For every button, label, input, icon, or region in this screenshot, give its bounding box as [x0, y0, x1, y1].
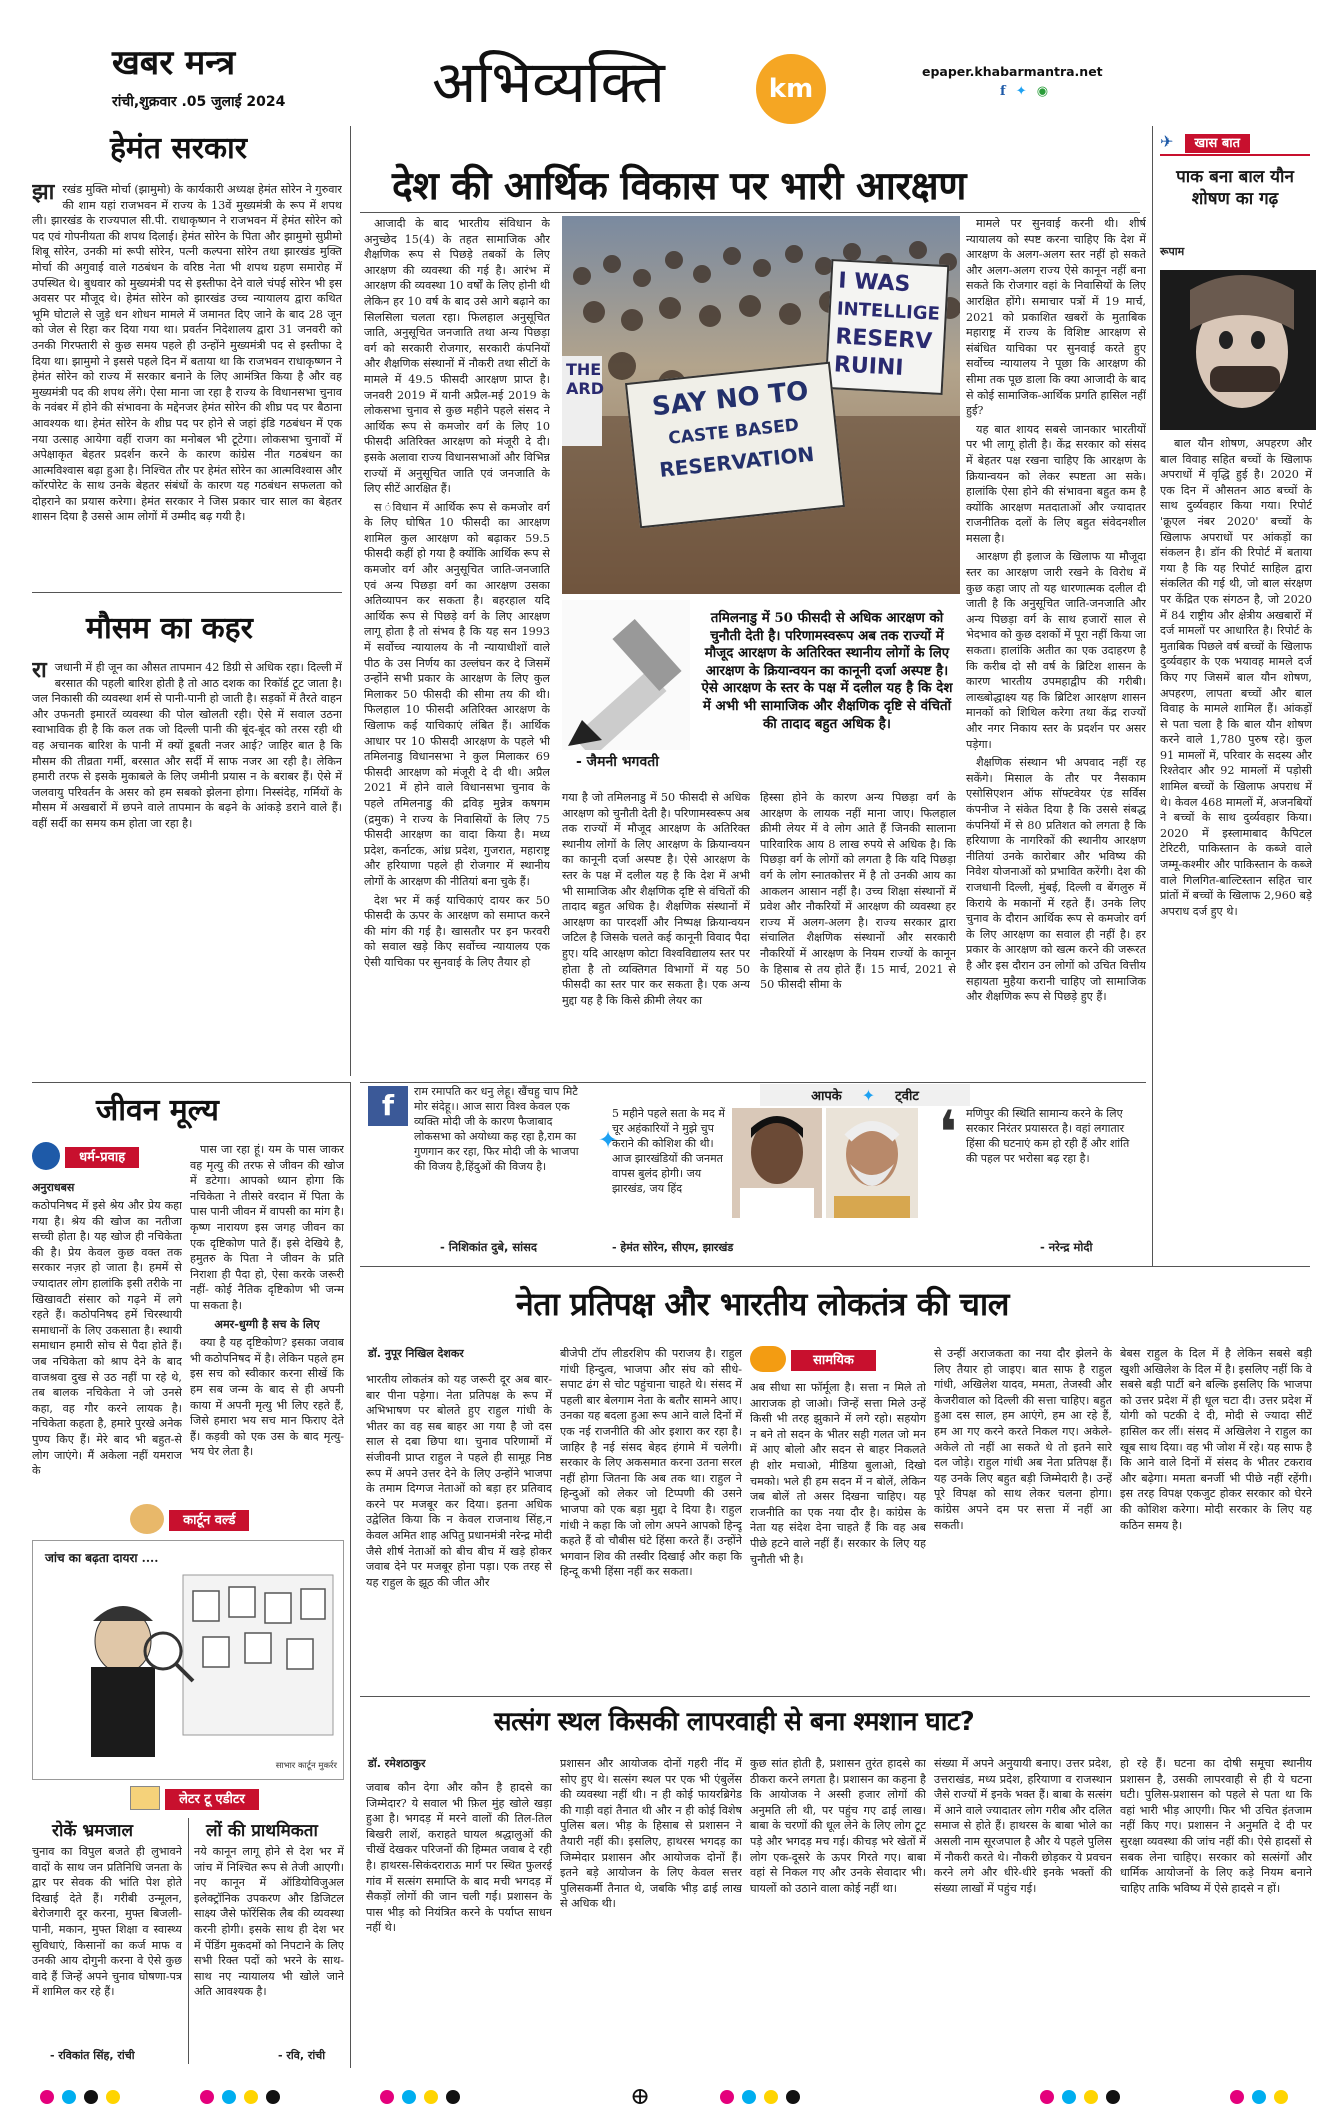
dateline: रांची,शुक्रवार .05 जुलाई 2024 — [112, 94, 286, 110]
letter-2-author: - रवि, रांची — [278, 2049, 326, 2062]
pullquote: तमिलनाडु में 50 फीसदी से अधिक आरक्षण को चुनौती देती है। परिणामस्वरूप अब तक राज्यों में मौजूद आरक्षण के अतिरिक्त स्थानीय लोगों के लिए आरक्षण के क्रियान्वयन का कानूनी दर्जा अस्पष्ट है। ऐसे आरक्षण के स्तर के पक्ष में दलील यह है कि देश में अभी भी सामाजिक और शैक्षणिक दृष्टि से वंचितों की तादाद बहुत अधिक है। — [701, 610, 953, 732]
cartoon-credit: साभार कार्टून मुकर्रर — [275, 1761, 337, 1771]
divider — [350, 1082, 351, 2068]
protest-photo — [562, 216, 960, 594]
registration-dot — [1252, 2090, 1266, 2104]
satsang-col1: जवाब कौन देगा और कौन है हादसे का जिम्मेदार? ये सवाल भी फ़िल मुंह खोले खड़ा हुआ है। भगदड़ में मरने वालों की तिल-तिल बिखरी लाशें, कराहते घायल श्रद्धालुओं की चीखें देखकर परिजनों की हिम्मत जवाब दे रही है। हाथरस-सिकंदराराऊ मार्ग पर स्थित फुलरई गांव में सत्संग समाप्ति के बाद मची भगदड़ में सैकड़ों लोगों की जान चली गई। प्रशासन के पास भीड़ को नियंत्रित करने के पर्याप्त साधन नहीं थे। — [366, 1781, 552, 1935]
divider — [360, 1266, 1310, 1267]
satsang-byline: डॉ. रमेशठाकुर — [368, 1757, 426, 1770]
jeevan-mulya-title: जीवन मूल्य — [96, 1093, 219, 1128]
cartoon-drawing — [33, 1541, 344, 1780]
registration-dot — [1062, 2090, 1076, 2104]
cartoon-caption: जांच का बढ़ता दायरा .... — [45, 1551, 159, 1565]
neta-headline: नेता प्रतिपक्ष और भारतीय लोकतंत्र की चाल — [516, 1285, 1009, 1323]
cartoon-icon — [130, 1504, 164, 1534]
editorial-1-title: हेमंत सरकार — [110, 131, 248, 166]
registration-dot — [1274, 2090, 1288, 2104]
facebook-icon[interactable]: f — [1000, 84, 1006, 99]
main-article-col1: आजादी के बाद भारतीय संविधान के अनुच्छेद 15(4) के तहत सामाजिक और शैक्षणिक रूप से पिछड़े तबकों के लिए आरक्षण की व्यवस्था की गई है। आरंभ में आरक्षण की व्यवस्था 10 वर्षों के लिए होनी थी लेकिन हर 10 वर्ष के बाद उसे आगे बढ़ाने का सिलसिला चलता रहा। फिलहाल अनुसूचित जाति, अनुसूचित जनजाति तथा अन्य पिछड़ा वर्ग को सरकारी रोजगार, सरकारी कंपनियों और शैक्षणिक संस्थानों में नौकरी तथा सीटों के मामले में 49.5 फीसदी आरक्षण प्राप्त है। जनवरी 2019 में यानी अप्रैल-मई 2019 के लोकसभा चुनाव से कुछ महीने पहले संसद ने आर्थिक रूप से कमजोर वर्ग के लिए 10 फीसदी अतिरिक्त आरक्षण को मंजूरी दे दी। इसके अलावा राज्य विधानसभाओं और विभिन्न राज्यों में अनुसूचित जाति एवं जनजाति के लिए सीटें आरक्षित हैं। स ंविधान में आर्थिक रूप से कमजोर वर्ग के लिए घोषित 10 फीसदी का आरक्षण शामिल कुल आरक्षण को बढ़ाकर 59.5 फीसदी कहीं हो गया है क्योंकि आर्थिक रूप से कमजोर वर्ग और अनुसूचित जाति-जनजाति एवं अन्य पिछड़ा वर्ग का आरक्षण उसका अतिव्यापन कर सकता है। बहरहाल यदि आर्थिक रूप से पिछड़े वर्ग के लिए आरक्षण लागू होता है तो संभव है कि यह सन 1993 में सर्वोच्च न्यायालय के नौ न्यायाधीशों वाले पीठ के उस निर्णय का उल्लंघन कर दे जिसमें उन्होंने सभी प्रकार के आरक्षण के लिए कुल मिलाकर 50 फीसदी की सीमा तय की थी। फिलहाल 10 फीसदी अतिरिक्त आरक्षण के खिलाफ कई याचिकाएं लंबित हैं। आर्थिक आधार पर 10 फीसदी आरक्षण के पहले भी तमिलनाडु विधानसभा ने कुल मिलाकर 69 फीसदी आरक्षण को मंजूरी दे दी थी। अप्रैल 2021 में होने वाले विधानसभा चुनाव के पहले तमिलनाडु की द्रविड़ मुन्नेत्र कषगम (द्रमुक) ने राज्य के निवासियों के लिए 75 फीसदी आरक्षण का वादा किया है। मध्य प्रदेश, कर्नाटक, आंध्र प्रदेश, गुजरात, महाराष्ट्र और हरियाणा पहले ही रोजगार में स्थानीय लोगों के आरक्षण की नीतियां बना चुके हैं। देश भर में कई याचिकाएं दायर कर 50 फीसदी के ऊपर के आरक्षण को समाप्त करने की मांग की गई है। खासतौर पर इन फरवरी को सवाल खड़े किए सर्वोच्च न्यायालय एक ऐसी याचिका पर सुनवाई के लिए तैयार हो — [364, 217, 550, 969]
tweet-author: - निशिकांत दुबे, सांसद — [440, 1240, 537, 1254]
letter-2-body: नये कानून लागू होने से देश भर में जांच में निश्चित रूप से तेजी आएगी। नए कानून में ऑडियोविजुअल इलेक्ट्रॉनिक उपकरण और डिजिटल साक्ष्य जैसे फॉरेंसिक लैब की व्यवस्था करनी होगी। इसके साथ ही देश भर में पेंडिंग मुकदमों को निपटाने के लिए सभी रिक्त पदों को भरने के साथ-साथ नए न्यायालय भी खोले जाने अति आवश्यक है। — [194, 1845, 344, 1999]
envelope-icon — [130, 1786, 160, 1810]
paper-name: खबर मन्त्र — [112, 43, 236, 83]
cartoon-image — [32, 1540, 344, 1780]
khas-baat-byline: रूपाम — [1160, 245, 1185, 258]
registration-mark-icon: ⊕ — [630, 2082, 651, 2110]
bird-icon: ✦ — [861, 1085, 876, 1105]
divider — [188, 1818, 189, 2064]
child-face-illustration — [1160, 270, 1316, 430]
registration-dot — [1230, 2090, 1244, 2104]
satsang-col5: हो रहे हैं। घटना का दोषी समूचा स्थानीय प्रशासन है, उसकी लापरवाही से ही ये घटना घटी। पुलिस-प्रशासन को पहले से पता था कि वहां भारी भीड़ आएगी। फिर भी उचित इंतजाम नहीं किए गए। प्रशासन ने अनुमति दे दी पर सुरक्षा व्यवस्था की जांच नहीं की। ऐसे हादसों से सबक लेना चाहिए। सरकार को सत्संगों और धार्मिक आयोजनों के लिए कड़े नियम बनाने चाहिए ताकि भविष्य में ऐसे हादसे न हों। — [1120, 1757, 1312, 1895]
khas-baat-label: ✈ खास बात — [1160, 132, 1310, 156]
main-headline: देश की आर्थिक विकास पर भारी आरक्षण — [392, 164, 966, 209]
satsang-headline: सत्संग स्थल किसकी लापरवाही से बना श्मशान घाट? — [494, 1707, 975, 1737]
registration-dot — [244, 2090, 258, 2104]
author-name: - जैमनी भगवती — [576, 754, 659, 770]
tweet-modi: मणिपुर की स्थिति सामान्य करने के लिए सरकार निरंतर प्रयासरत है। वहां लगातार हिंसा की घटनाएं कम हो रही हैं और शांति की पहल पर भरोसा बढ़ रहा है। — [966, 1107, 1130, 1165]
tweet-author: - हेमंत सोरेन, सीएम, झारखंड — [612, 1241, 734, 1254]
divider — [360, 1082, 1146, 1083]
registration-dot — [786, 2090, 800, 2104]
placard-i-was: I WAS INTELLIGE RESERV RUINI — [825, 259, 950, 395]
registration-dot — [742, 2090, 756, 2104]
letters-label: लेटर टू एडीटर — [130, 1786, 259, 1810]
khas-baat-body: बाल यौन शोषण, अपहरण और बाल विवाह सहित बच्चों के खिलाफ अपराधों में वृद्धि हुई है। 2020 में एक दिन में औसतन आठ बच्चों के साथ दुर्व्यवहार किया गया। रिपोर्ट 'क्रूएल नंबर 2020' बच्चों के खिलाफ अपराधों पर आंकड़ों का संकलन है। डॉन की रिपोर्ट में बताया गया है कि यह रिपोर्ट साहिल द्वारा संकलित की गई थी, जो बाल संरक्षण पर केंद्रित एक संगठन है, जो 2020 में 84 राष्ट्रीय और क्षेत्रीय अखबारों में दर्ज मामलों पर आधारित है। रिपोर्ट के मुताबिक पिछले वर्ष बच्चों के खिलाफ दुर्व्यवहार के एक भयावह मामले दर्ज किए गए जिसमें बाल यौन शोषण, अपहरण, लापता बच्चों और बाल विवाह के मामले शामिल हैं। आंकड़ों से पता चला है कि बाल यौन शोषण करने वाले 1,780 पुरुष रहे। कुल 91 मामलों में, परिवार के सदस्य और रिश्तेदार और 92 मामलों में पड़ोसी शामिल बच्चों के खिलाफ अपराध में थे। केवल 468 मामलों में, अजनबियों ने बच्चों के साथ दुर्व्यवहार किया। 2020 में इस्लामाबाद कैपिटल टेरिटरी, पाकिस्तान के कब्जे वाले जम्मू-कश्मीर और पाकिस्तान के कब्जे वाले गिलगित-बाल्टिस्तान सहित चार प्रांतों में बच्चों के खिलाफ 2,960 बड़े अपराध दर्ज हुए थे। — [1160, 437, 1312, 918]
jeevan-body-col2: पास जा रहा हूं। यम के पास जाकर वह मृत्यु की तरफ से जीवन की खोज में डटेगा। आपको ध्यान होगा कि नचिकेता ने तीसरे वरदान में पिता के पास पानी जीवन में वापसी का मांग है। कृष्ण नारायण इस जगह जीवन का एक दृष्टिकोण पाते हैं। इसे देखिये है, हमुतरु के पिता ने जीवन के प्रति निराशा ही पैदा हो, ऐसा करके जरूरी नहीं- कोई नैतिक दृष्टिकोण भी जन्म पा सकता है। अमर-धुग्गी है सच के लिए क्या है यह दृष्टिकोण? इसका जवाब भी कठोपनिषद में है। लेकिन पहले हम इस सच को स्वीकार करना सीखें कि हम सब जन्म के बाद से ही अपनी काया में अपनी मृत्यु भी लिए रहते हैं, जिसे हमारा भय सच मान फिराए देते हैं। कड़वी को एक उस के बाद मृत्यु-भय घेर लेता है। — [190, 1143, 344, 1459]
section-name: अभिव्यक्ति — [432, 48, 665, 116]
twitter-icon[interactable]: ✦ — [1015, 84, 1027, 99]
letter-1-body: चुनाव का विपुल बजते ही लुभावने वादों के साथ जन प्रतिनिधि जनता के द्वार पर सेवक की भांति पेश होते दिखाई देते हैं। गरीबी उन्मूलन, बेरोजगारी दूर करना, मुफ्त बिजली-पानी, मकान, मुफ्त शिक्षा व स्वास्थ्य सुविधाएं, किसानों का कर्ज माफ व उनकी आय दोगुनी करना वे ऐसे कुछ वादे हैं जिन्हें अपने चुनाव घोषणा-पत्र में शामिल कर रहे हैं। — [32, 1845, 182, 1999]
registration-dot — [1040, 2090, 1054, 2104]
social-icons — [1000, 84, 1048, 99]
whatsapp-icon[interactable]: ◉ — [1036, 84, 1049, 99]
placard-left: THE ARD — [562, 356, 602, 446]
neta-col1: भारतीय लोकतंत्र को यह जरूरी दूर अब बार-बार पीना पड़ेगा। नेता प्रतिपक्ष के रूप में अभिभाषण पर बोलते हुए राहुल गांधी के भीतर का वह सब बाहर आ गया है जो दस साल से दबा छिपा था। चुनाव परिणामों में संजीवनी प्राप्त राहुल ने पहले ही सामूह निष्ठ रूप में अपने उत्तर देने के लिए उन्होंने भाजपा के तमाम दिग्गज नेताओं को बड़ा हर प्रतिवाद करने पर मजबूर कर दिया। इतना अधिक उद्वेलित किया कि न केवल राजनाथ सिंह,न केवल अमित शाह अपितु प्रधानमंत्री नरेन्द्र मोदी जैसे शीर्ष नेताओं को बीच बीच में खड़े होकर जवाब देने पर मजबूर होना पड़ा। एक तरह से यह राहुल के झूठ की जीत और — [366, 1373, 552, 1589]
neta-col2: बीजेपी टॉप लीडरशिप की पराजय है। राहुल गांधी हिन्दुत्व, भाजपा और संघ को सीधे-सपाट ढंग से चोट पहुंचाना चाहते थे। संसद में पहली बार बेलगाम नेता के बतौर सामने आए। उनका यह बदला हुआ रूप आने वाले दिनों में एक नई राजनीति की ओर इशारा कर रहा है। जाहिर है नई संसद बेहद हंगामे में चलेगी। सरकार के लिए अकसमात करना उतना सरल नहीं होगा जितना कि अब तक था। राहुल ने हिन्दुओं को लेकर जो टिप्पणी की उसने भाजपा को एक बड़ा मुद्दा दे दिया है। राहुल गांधी ने कहा कि जो लोग अपने आपको हिन्दू कहते हैं वो चौबीस घंटे हिंसा करते हैं। उन्होंने भगवान शिव की तस्वीर दिखाई और कहा कि हिन्दू कभी हिंसा नहीं कर सकता। — [560, 1347, 742, 1579]
twitter-logo: ✦ — [598, 1126, 619, 1154]
registration-dot — [764, 2090, 778, 2104]
divider — [360, 212, 1140, 213]
letter-1-author: - रविकांत सिंह, रांची — [50, 2049, 135, 2062]
main-article-col3: हिस्सा होने के कारण अन्य पिछड़ा वर्ग के आरक्षण के लायक नहीं माना जाए। फिलहाल क्रीमी लेयर में वे लोग आते हैं जिनकी सालाना पारिवारिक आय 8 लाख रुपये से अधिक है। कि पिछड़ा वर्ग के लोगों को लगता है कि यदि पिछड़ा वर्ग के लोग स्नातकोत्तर में है तो उनकी आय का आकलन आसान नहीं है। उच्च शिक्षा संस्थानों में प्रवेश और नौकरियों में आरक्षण की व्यवस्था हर राज्य में अलग-अलग है। राज्य सरकार द्वारा संचालित शैक्षणिक संस्थानों और सरकारी नौकरियों में आरक्षण के नियम राज्यों के कानून के हिसाब से तय होते हैं। 15 मार्च, 2021 से 50 फीसदी सीमा के — [760, 791, 956, 992]
registration-dot — [200, 2090, 214, 2104]
letter-1-title: रोकें भ्रमजाल — [52, 1821, 133, 1841]
neta-col3: अब सीधा सा फॉर्मूला है। सत्ता न मिले तो आराजक हो जाओ। जिन्हें सत्ता मिले उन्हें किसी भी तरह झुकाने में लगे रहो। सहयोग न बने तो सदन के भीतर सही गलत जो मन में आए बोलो और सदन से बाहर निकलते ही शोर मचाओ, मीडिया बुलाओ, दिखो चमको। भले ही हम सदन में न बोलें, लेकिन जब बोलें तो असर दिखना चाहिए। यह राजनीति का एक नया दौर है। कांग्रेस के नेता यह संदेश देना चाहते हैं कि वह अब पीछे हटने वाले नहीं हैं। सरकार के लिए यह चुनौती भी है। — [750, 1381, 926, 1566]
registration-dot — [106, 2090, 120, 2104]
dropcap: झा — [32, 182, 55, 205]
print-color-bar — [0, 2082, 1324, 2112]
khabar-mantra-logo: km — [756, 54, 826, 124]
cartoon-label: कार्टून वर्ल्ड — [130, 1504, 249, 1534]
registration-dot — [40, 2090, 54, 2104]
divider — [1152, 126, 1153, 1266]
registration-dot — [380, 2090, 394, 2104]
divider — [32, 592, 342, 593]
tweet-author: - नरेन्द्र मोदी — [1040, 1240, 1093, 1254]
registration-dot — [446, 2090, 460, 2104]
tweets-header: आपके ✦ ट्वीट — [760, 1084, 970, 1106]
masthead — [0, 0, 1324, 120]
registration-dot — [1084, 2090, 1098, 2104]
tweet-hemant: 5 महीने पहले सता के मद में चूर अहंकारियों ने मुझे चुप कराने की कोशिश की थी। आज झारखंडियों की जनमत वापस बुलंद होगी। जय झारखंड, जय हिंद — [612, 1107, 725, 1195]
globe-icon — [32, 1142, 60, 1170]
scared-child-photo — [1160, 270, 1316, 430]
placard-say-no: SAY NO TO CASTE BASED RESERVATION — [625, 362, 845, 529]
jeevan-byline: अनुराधबस — [32, 1181, 75, 1194]
neta-col5: बेबस राहुल के दिल में है लेकिन सबसे बड़ी खुशी अखिलेश के दिल में है। इसलिए नहीं कि वे सबसे बड़ी पार्टी बने बल्कि इसलिए कि भाजपा को उत्तर प्रदेश में ही धूल चटा दी। उत्तर प्रदेश में योगी को पटकी दे दी, मोदी से ज्यादा सीटें हासिल कर लीं। संसद में अखिलेश ने राहुल का खूब साथ दिया। वह भी जोश में रहे। यह साफ है कि आने वाले दिनों में संसद के भीतर टकराव और बढ़ेगा। ममता बनर्जी भी पीछे नहीं रहेंगी। इस तरह विपक्ष एकजुट होकर सरकार को घेरने की कोशिश करेगा। मोदी सरकार के लिए यह कठिन समय है। — [1120, 1347, 1312, 1532]
editorial-2-title: मौसम का कहर — [86, 611, 253, 646]
dropcap: रा — [32, 660, 47, 683]
neta-byline: डॉ. नुपूर निखिल देशकर — [368, 1347, 464, 1360]
pen-icon — [562, 600, 690, 750]
samayik-icon — [750, 1346, 786, 1372]
khas-baat-headline: पाक बना बाल यौन शोषण का गढ़ — [1176, 167, 1294, 209]
divider — [360, 1696, 1310, 1697]
satsang-col3: कुछ सांत होती है, प्रशासन तुरंत हादसे का ठीकरा करने लगता है। प्रशासन का कहना है कि आयोजक ने अस्सी हजार लोगों की अनुमति ली थी, पर पहुंच गए ढाई लाख। बाबा के चरणों की धूल लेने के लिए लोग टूट पड़े और भगदड़ मच गई। कीचड़ भरे खेतों में लोग एक-दूसरे के ऊपर गिरते गए। बाबा वहां से निकल गए और उनके सेवादार भी। घायलों को उठाने वाला कोई नहीं था। — [750, 1757, 926, 1895]
registration-dot — [1106, 2090, 1120, 2104]
registration-dot — [424, 2090, 438, 2104]
divider — [350, 126, 351, 1076]
satsang-col4: संख्या में अपने अनुयायी बनाए। उत्तर प्रदेश, उत्तराखंड, मध्य प्रदेश, हरियाणा व राजस्थान जैसे राज्यों में इनके भक्त हैं। बाबा के सत्संग में आने वाले ज्यादातर लोग गरीब और दलित समाज से होते हैं। हाथरस के बाबा भोले का असली नाम सूरजपाल है और ये पहले पुलिस में नौकरी करते थे। नौकरी छोड़कर ये प्रवचन करने लगे और धीरे-धीरे इनके भक्तों की संख्या लाखों में पहुंच गई। — [934, 1757, 1112, 1895]
registration-dot — [266, 2090, 280, 2104]
tweet-nishikant: राम रमापति कर धनु लेहू। खैंचहु चाप मिटै मोर संदेहू।। आज सारा विश्व केवल एक व्यक्ति मोदी जी के कारण फैजाबाद लोकसभा को अयोध्या कह रहा है,राम का गुणगान कर रहा, फिर मोदी जी के भाजपा की विजय है,हिंदुओं की विजय है। — [414, 1085, 579, 1173]
airplane-icon: ✈ — [1160, 132, 1174, 151]
letter-2-title: लों की प्राथमिकता — [206, 1821, 318, 1841]
main-article-col4: मामले पर सुनवाई करनी थी। शीर्ष न्यायालय को स्पष्ट करना चाहिए कि देश में आरक्षण के अलग-अलग स्तर नहीं हो सकते और अलग-अलग राज्य ऐसे कानून नहीं बना सकते कि रोजगार वहां के निवासियों के लिए आरक्षित होंगे। समाचार पत्रों में 19 मार्च, 2021 को प्रकाशित खबरों के मुताबिक महाराष्ट्र में राज्य के विशिष्ट आरक्षण से संबंधित याचिका पर सुनवाई करते हुए सर्वोच्च न्यायालय ने पूछा कि आरक्षण की सीमा तक पूछ डाला कि क्या आजादी के बाद से कोई सामाजिक-आर्थिक प्रगति हासिल नहीं हुई? यह बात शायद सबसे जानकार भारतीयों पर भी लागू होती है। केंद्र सरकार को संसद में बेहतर पक्ष रखना चाहिए कि आरक्षण के क्रियान्वयन को लेकर स्पष्टता आ सके। हालांकि ऐसा होने की संभावना बहुत कम है क्योंकि आरक्षण मतदाताओं और ज्यादातर राजनीतिक दलों के लिए बहुत संवेदनशील मसला है। आरक्षण ही इलाज के खिलाफ या मौजूदा स्तर का आरक्षण जारी रखने के विरोध में कुछ कहा जाए तो यह धारणात्मक दलील दी जाती है कि अनुसूचित जाति-जनजाति और अन्य पिछड़ा वर्ग के साथ हजारों साल से भेदभाव को कुछ दशकों में पूरा नहीं किया जा सकता। हालांकि अतीत का एक उदाहरण है कि करीब दो सौ वर्ष के ब्रिटिश शासन के कारण भारतीय उपमहाद्वीप की गरीबी। लाख्बोद्धाक्ष्य यह कि ब्रिटिश आरक्षण शासन मानकों को शिथिल करेगा तथा केंद्र राज्यों और नगर निकाय स्तर के प्रदर्शन पर असर पड़ेगा। शैक्षणिक संस्थान भी अपवाद नहीं रह सकेंगे। मिसाल के तौर पर नैसकाम एसोसिएशन ऑफ सॉफ्टवेयर एंड सर्विस कंपनीज ने संकेत दिया है कि उससे संबद्ध कंपनियों में से 80 प्रतिशत को लगता है कि हरियाणा के नागरिकों की स्थानीय आरक्षण नीतियां उनके कारोबार और भविष्य की निवेश योजनाओं को प्रभावित करेंगी। देश की राजधानी दिल्ली, मुंबई, दिल्ली व बेंगलुरु में किराये के मकानों में रहते हैं। उनके लिए चुनाव के दौरान आर्थिक रूप से कमजोर वर्ग के लिए आरक्षण का सवाल ही नहीं है। हर प्रकार के आरक्षण को खत्म करने की जरूरत है और इस दौरान उन लोगों को उचित वित्तीय सहायता मुहैया करानी चाहिए जो सामाजिक और शैक्षणिक रूप से पिछड़े हुए हैं। — [966, 217, 1146, 1004]
editorial-2-body: रा जधानी में ही जून का औसत तापमान 42 डिग्री से अधिक रहा। दिल्ली में बरसात की पहली बारिश होती है तो आठ दशक का रिकॉर्ड टूट जाता है। जल निकासी की व्यवस्था शर्म से पानी-पानी हो जाती है। सड़कों में तैरते वाहन और उफनती इमारतें व्यवस्था की पोल खोलती रही। ऐसे में सवाल उठना स्वाभाविक ही है कि कल तक जो दिल्ली पानी की बूंद-बूंद को तरस रही थी वह अचानक बारिश के पानी में क्यों डूबती नजर आई? जाहिर बात है कि मौसम की तीव्रता गर्मी, बरसात और सर्दी में साफ नजर आ रही है। लेकिन हमारी तरफ से इसके मुकाबले के लिए जमीनी प्रयास न के बराबर हैं। ऐसे में जलवायु परिवर्तन के असर को हम सबको झेलना होगा। निस्संदेह, गर्मियों के मौसम में अखबारों में छपने वाले तापमान के बढ़ने के आंकड़े डराने वाले हैं। वहीं सर्दी का समय कम होता जा रहा है। — [32, 660, 342, 830]
registration-dot — [402, 2090, 416, 2104]
hemant-photo — [732, 1108, 822, 1218]
epaper-url[interactable]: epaper.khabarmantra.net — [922, 64, 1103, 79]
facebook-icon: f — [368, 1086, 408, 1126]
dharm-pravah-tag: धर्म-प्रवाह — [32, 1142, 202, 1172]
registration-dot — [222, 2090, 236, 2104]
neta-col4: से उन्हीं अराजकता का नया दौर झेलने के लिए तैयार हो जाइए। बात साफ है राहुल गांधी, अखिलेश यादव, ममता, तेजस्वी और केजरीवाल को दिल्ली की सत्ता चाहिए। बहुत हुआ दस साल, हम आएंगे, हम आ रहे हैं, हम आ गए करने करते निकल गए। अकेले-अकेले तो नहीं आ सकते थे तो इतने सारे दल जोड़े। राहुल गांधी अब नेता प्रतिपक्ष हैं। यह उनके लिए बहुत बड़ी जिम्मेदारी है। उन्हें पूरे विपक्ष को साथ लेकर चलना होगा। कांग्रेस अपने दम पर सत्ता में नहीं आ सकती। — [934, 1347, 1112, 1532]
editorial-1-body: झा रखंड मुक्ति मोर्चा (झामुमो) के कार्यकारी अध्यक्ष हेमंत सोरेन ने गुरुवार की शाम यहां राजभवन में राज्य के 13वें मुख्यमंत्री के रूप में शपथ ली। झारखंड के राज्यपाल सी.पी. राधाकृष्णन ने राजभवन में हेमंत सोरेन को पद एवं गोपनीयता की शपथ दिलाई। हेमंत सोरेन के पिता और झामुमो सुप्रीमो शिबू सोरेन, उनकी मां रूपी सोरेन, पत्नी कल्पना सोरेन तथा झारखंड मुक्ति मोर्चा की अगुवाई वाले गठबंधन के वरिष्ठ नेता भी शपथ ग्रहण समारोह में उपस्थित थे। बुधवार को मुख्यमंत्री पद से इस्तीफा देने वाले चंपई सोरेन भी इस अवसर पर मौजूद थे। हेमंत सोरेन को झारखंड उच्च न्यायालय द्वारा कथित भूमि घोटाले से जुड़े धन शोधन मामले में जमानत दिए जाने के बाद 28 जून को जेल से रिहा कर दिया गया था। प्रवर्तन निदेशालय द्वारा 31 जनवरी को उनकी गिरफ्तारी से कुछ समय पहले ही उन्होंने मुख्यमंत्री पद से इस्तीफा दे दिया था। झामुमो ने इससे पहले दिन में बताया था कि राजभवन राधाकृष्णन ने हेमंत सोरेन को राज्य में सरकार बनाने के लिए आमंत्रित किया है और वह मुख्यमंत्री पद की शपथ लेंगे। ऐसा माना जा रहा है राज्य के विधानसभा चुनाव के नवंबर में होने की संभावना के मद्देनजर हेमंत सोरेन की शीघ्र पद पर बैठाना आवश्यक था। हेमंत सोरेन के शीघ्र पद पर होने से जहां इंडि गठबंधन में एक नया उत्साह आयेगा वहीं राजग का मनोबल भी टूटेगा। लोकसभा चुनावों में अपेक्षाकृत बेहतर प्रदर्शन करने के कारण कांग्रेस नीत गठबंधन का आत्मविश्वास बढ़ा हुआ है। निश्चित तौर पर हेमंत सोरेन का आत्मविश्वास और कॉरपोरेट के साथ उनके बेहतर संबंधों के कारण यह गठबंधन सफलता को दोहराने का प्रयास करेगा। हेमंत सरकार ने जिस प्रकार चार साल का बेहतर शासन दिया है उससे आम लोगों में उम्मीद बढ़ गयी है। — [32, 182, 342, 524]
registration-dot — [720, 2090, 734, 2104]
modi-photo — [826, 1108, 918, 1218]
divider — [32, 1082, 350, 1083]
jeevan-body-col1: कठोपनिषद में इसे श्रेय और प्रेय कहा गया है। श्रेय की खोज का नतीजा सच्ची होता है। यह खोज ही नचिकेता की है। प्रेय केवल कुछ वक्त तक सरकार नज़र हो जाता है। हममें से ज्यादातर लोग हालांकि इसी तरीके ना खिखावटी संसार को गढ़ने में लगे रहते हैं। कठोपनिषद हमें चिरस्थायी समाधानों के लिए उकसाता है। स्थायी समाधान हमारी सोच से पैदा होते हैं। जब नचिकेता को श्राप देने के बाद वाजश्रवा दुख से उठ नहीं पा रहे थे, तब बालक नचिकेता ने जो उनसे कहा, वह गौर करने लायक है। नचिकेता कहता है, हमारे पुरखे अनेक पुण्य किए हैं। मेरे बाद भी बहुत-से लोग जाएंगे। मैं अकेला नहीं यमराज के — [32, 1199, 182, 1478]
main-article-col2: गया है जो तमिलनाडु में 50 फीसदी से अधिक आरक्षण को चुनौती देती है। परिणामस्वरूप अब तक राज्यों में मौजूद आरक्षण के अतिरिक्त स्थानीय लोगों के लिए आरक्षण के क्रियान्वयन का कानूनी दर्जा अस्पष्ट है। ऐसे आरक्षण के स्तर के पक्ष में दलील यह है कि देश में अभी भी सामाजिक और शैक्षणिक दृष्टि से वंचितों की तादाद बहुत अधिक है। शैक्षणिक संस्थानों में आरक्षण का पारदर्शी और निष्पक्ष क्रियान्वयन जटिल है जिसके चलते कई कानूनी विवाद पैदा हुए। यदि आरक्षण कोटा विश्वविद्यालय स्तर पर होता है तो व्यक्तिगत विभागों में यह 50 फीसदी का स्तर पार कर सकता है। एक अन्य मुद्दा यह है कि किसे क्रीमी लेयर का — [562, 791, 750, 1007]
quote-mark: ❛ — [938, 1098, 958, 1168]
registration-dot — [84, 2090, 98, 2104]
samayik-tag: सामयिक — [750, 1346, 920, 1374]
satsang-col2: प्रशासन और आयोजक दोनों गहरी नींद में सोए हुए थे। सत्संग स्थल पर एक भी एंबुलेंस की व्यवस्था नहीं थी। न ही कोई फायरब्रिगेड की गाड़ी वहां तैनात थी और न ही कोई विशेष पुलिस बल। भीड़ के हिसाब से प्रशासन ने तैयारी नहीं की। इसलिए, हाथरस भगदड़ का जिम्मेदार प्रशासन और आयोजक दोनों हैं। इतने बड़े आयोजन के लिए केवल सत्तर पुलिसकर्मी तैनात थे, जबकि भीड़ ढाई लाख से अधिक थी। — [560, 1757, 742, 1911]
registration-dot — [62, 2090, 76, 2104]
pen-illustration — [562, 600, 690, 750]
